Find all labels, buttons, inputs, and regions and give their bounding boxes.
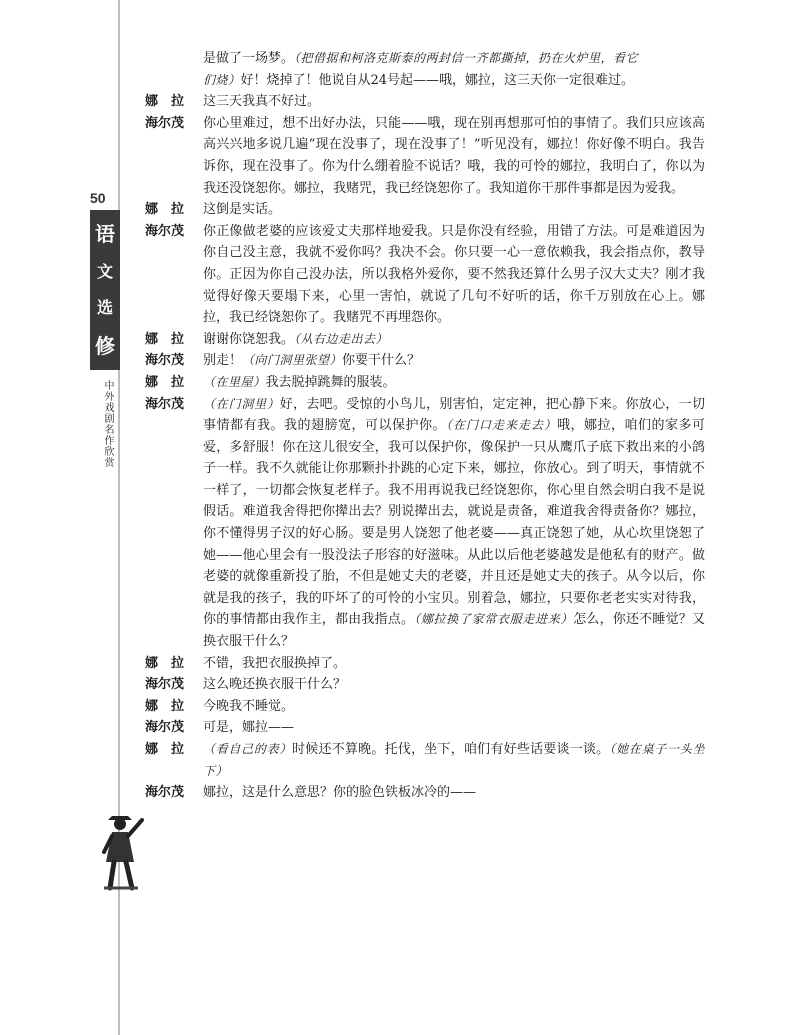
stage-direction: （娜拉换了家常衣服走进来） (414, 612, 574, 627)
speech-fragment: 好！烧掉了！他说自从24号起——哦，娜拉，这三天你一定很难过。 (240, 72, 635, 88)
speaker-name: 海尔茂 (145, 396, 185, 412)
book-subtitle: 中外戏剧名作欣赏 (102, 380, 113, 468)
speech-text (203, 329, 705, 351)
speech-fragment: 你正像做老婆的应该爱丈夫那样地爱我。只是你没有经验，用错了方法。可是难道因为你自己没主意，我就不爱你吗？我决不会。你只要一心一意依赖我，我会指点你，教导你。正因为你自己没办法，所以我格外爱你，要不然我还算什么男子汉大丈夫？刚才我觉得好像天要塌下来，心里一害怕，就说了几句不好听的话，你千万别放在心上。娜拉，我已经饶恕你了。我赌咒不再埋怨你。 (203, 223, 705, 326)
dialogue-line (145, 653, 705, 675)
dialogue-continuation (145, 48, 705, 70)
series-title-block (90, 210, 120, 370)
dialogue-line (145, 674, 705, 696)
stage-direction: （把借据和柯洛克斯泰的两封信一齐都撕掉，扔在火炉里，看它 (294, 51, 639, 65)
speech-text (203, 739, 705, 782)
speech-fragment: 好，去吧。受惊的小鸟儿，别害怕，定定神，把心静下来。你放心，一切事情都有我。我的翅膀宽，可以保护你。 (203, 396, 705, 434)
speaker-name: 海尔茂 (145, 785, 185, 801)
series-title-char: 语 (95, 222, 115, 246)
speech-text (203, 653, 705, 675)
speech-text (203, 113, 705, 199)
speech-text (203, 199, 705, 221)
speech-fragment: 这倒是实话。 (203, 202, 282, 218)
speech-fragment: 我去脱掉跳舞的服装。 (265, 374, 396, 390)
dialogue-line (145, 782, 705, 804)
stage-direction: （看自己的表） (203, 742, 293, 756)
speech-text (203, 221, 705, 329)
dialogue-line (145, 696, 705, 718)
speech-text (203, 350, 705, 372)
speaker-name: 娜 拉 (145, 698, 185, 714)
dialogue-line (145, 717, 705, 739)
figure-illustration (90, 812, 150, 892)
speech-fragment: 别走！ (203, 353, 243, 369)
speech-fragment: 不错，我把衣服换掉了。 (203, 655, 347, 671)
speech-fragment: 娜拉，这是什么意思？你的脸色铁板冰冷的—— (203, 785, 477, 801)
series-title-char: 文 (96, 262, 113, 281)
series-title-char: 修 (95, 334, 115, 358)
speech-fragment: 你要干什么？ (342, 353, 421, 369)
speaker-name: 娜 拉 (145, 742, 185, 757)
dialogue-line (145, 329, 705, 351)
dialogue-line (145, 221, 705, 329)
speaker-name: 娜 拉 (145, 94, 185, 110)
speech-fragment: 可是，娜拉—— (203, 720, 295, 736)
stage-direction: 们烧） (203, 72, 241, 87)
dialogue-line (145, 372, 705, 394)
speaker-name: 海尔茂 (145, 677, 185, 693)
dialogue-line (145, 739, 705, 782)
speaker-name: 海尔茂 (145, 353, 185, 369)
speech-fragment: 今晚我不睡觉。 (203, 698, 295, 714)
dialogue-line (145, 113, 705, 199)
stage-direction: （在门口走来走去） (445, 418, 557, 433)
dialogue-continuation (145, 70, 705, 92)
stage-direction: （向门洞里张望） (242, 353, 343, 368)
stage-direction: （她在桌子一头坐下） (203, 742, 705, 778)
speaker-name: 娜 拉 (145, 655, 185, 671)
speech-text (203, 696, 705, 718)
speaker-name: 娜 拉 (145, 202, 185, 218)
speech-fragment: 哦，娜拉，咱们的家多可爱，多舒服！你在这儿很安全，我可以保护你，像保护一只从鹰爪子底下救出来的小鸽子一样。我不久就能让你那颗扑扑跳的心定下来，娜拉，你放心。到了明天，事情就不一样了，一切都会恢复老样子。我不用再说我已经饶恕你，你心里自然会明白我不是说假话。难道我舍得把你撵出去？别说撵出去，就说是责备，难道我舍得责备你？娜拉，你不懂得男子汉的好心肠。要是男人饶恕了他老婆——真正饶恕了她，从心坎里饶恕了她——他心里会有一股没法子形容的好滋味。从此以后他老婆越发是他私有的财产。做老婆的就像重新投了胎，不但是她丈夫的老婆，并且还是她丈夫的孩子。从今以后，你就是我的孩子，我的吓坏了的可怜的小宝贝。别着急，娜拉，只要你老老实实对待我，你的事情都由我作主，都由我指点。 (203, 418, 705, 628)
speech-fragment: 你心里难过，想不出好办法，只能——哦，现在别再想那可怕的事情了。我们只应该高高兴兴地多说几遍“现在没事了，现在没事了！”听见没有，娜拉！你好像不明白。我告诉你，现在没事了。你为什么绷着脸不说话？哦，我的可怜的娜拉，我明白了，你以为我还没饶恕你。娜拉，我赌咒，我已经饶恕你了。我知道你干那件事都是因为爱我。 (203, 115, 705, 196)
speaker-name: 海尔茂 (145, 223, 185, 239)
dialogue-line (145, 350, 705, 372)
speaker-name: 娜 拉 (145, 374, 185, 390)
dialogue-text (145, 48, 705, 804)
page-number: 50 (90, 190, 106, 206)
speech-text (203, 91, 705, 113)
speech-fragment: 谢谢你饶恕我。 (203, 331, 295, 347)
stage-direction: （在里屋） (203, 374, 266, 389)
speech-fragment: 这三天我真不好过。 (203, 94, 321, 110)
dialogue-line (145, 91, 705, 113)
speaker-name: 海尔茂 (145, 115, 185, 131)
speech-text (203, 394, 705, 653)
speech-fragment: 怎么，你还不睡觉？又换衣服干什么？ (203, 612, 705, 650)
stage-direction: （在门洞里） (203, 396, 280, 411)
speech-text (203, 674, 705, 696)
series-title-char: 选 (96, 298, 113, 317)
stage-direction: （从右边走出去） (294, 331, 389, 346)
speech-fragment: 这么晚还换衣服干什么？ (203, 677, 347, 693)
speech-text (203, 717, 705, 739)
speech-text (203, 782, 705, 804)
dialogue-line (145, 199, 705, 221)
speech-fragment: 是做了一场梦。 (203, 51, 295, 66)
dialogue-line (145, 394, 705, 653)
speaker-name: 娜 拉 (145, 331, 185, 347)
speech-text (203, 372, 705, 394)
speaker-name: 海尔茂 (145, 720, 185, 736)
speech-fragment: 时候还不算晚。托伐，坐下，咱们有好些话要谈一谈。 (292, 742, 610, 757)
